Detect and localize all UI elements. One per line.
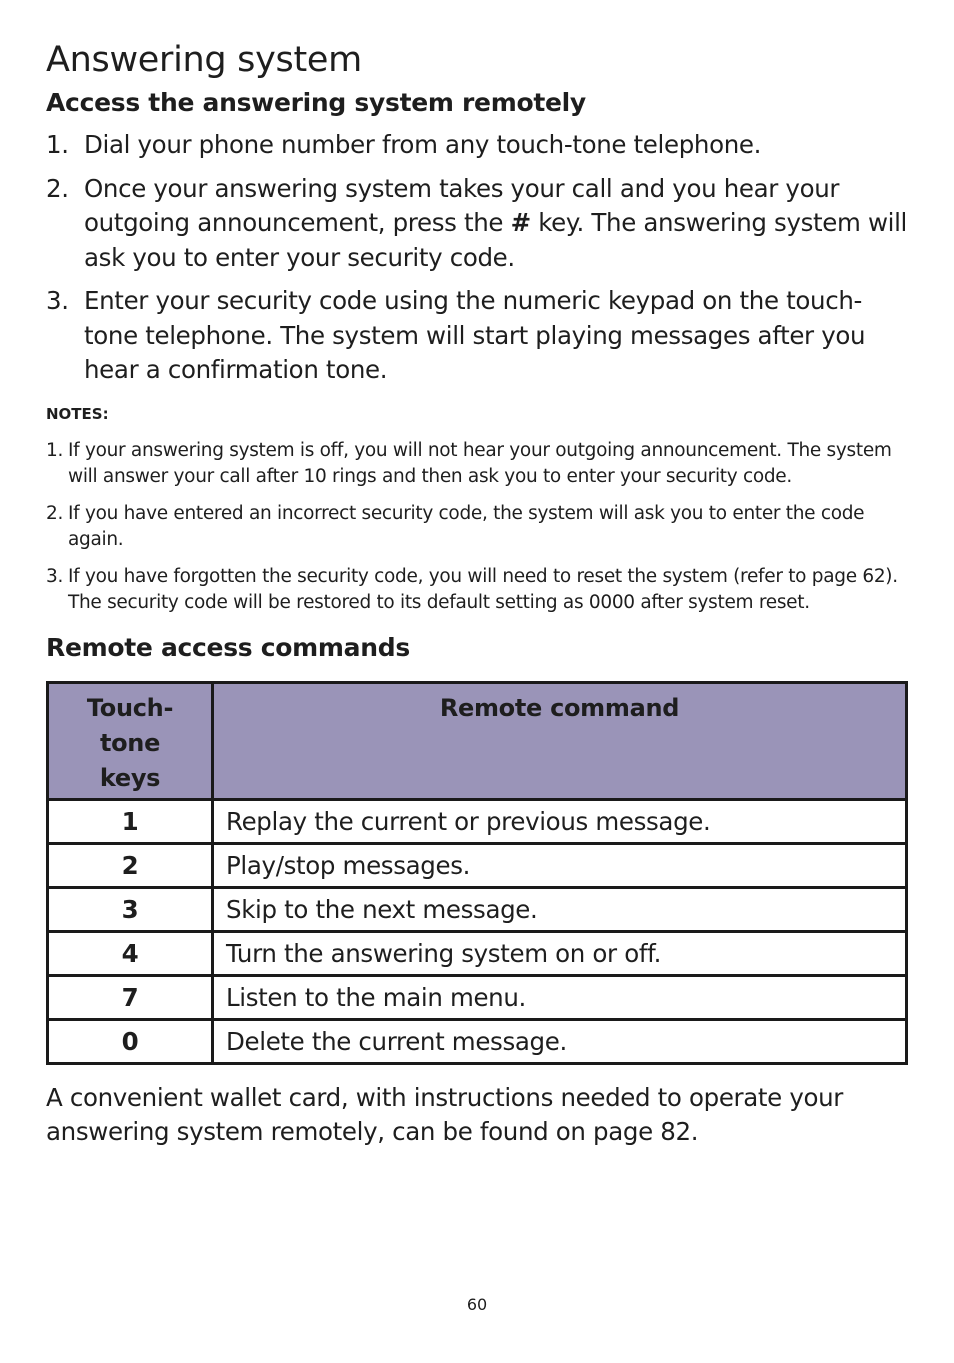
command-cell: Replay the current or previous message. <box>213 799 907 843</box>
steps-list <box>46 128 908 388</box>
note-text: If your answering system is off, you will not hear your outgoing announcement. The system will answer your call after 10 rings and then ask you to enter your security code. <box>68 439 892 487</box>
step-text-part: Once your answering system takes your call and you hear your outgoing announcement, press the <box>84 173 840 237</box>
command-cell: Skip to the next message. <box>213 887 907 931</box>
section-heading-remote-commands: Remote access commands <box>46 632 410 662</box>
column-header-command: Remote command <box>213 682 907 799</box>
step-item <box>46 128 908 163</box>
note-text: If you have entered an incorrect security code, the system will ask you to enter the code again. <box>68 502 865 550</box>
note-number: 1. <box>46 439 64 461</box>
note-item <box>46 564 908 617</box>
command-cell: Delete the current message. <box>213 1019 907 1063</box>
wallet-card-note: A convenient wallet card, with instructions needed to operate your answering system remotely, can be found on page 82. <box>46 1082 844 1146</box>
notes-list <box>46 438 908 617</box>
step-item <box>46 172 908 276</box>
section-heading-remote-access: Access the answering system remotely <box>46 88 586 117</box>
note-item <box>46 438 908 491</box>
table-row <box>48 799 907 843</box>
note-item <box>46 501 908 554</box>
step-text-part: key. The answering system will ask you to enter your security code. <box>84 208 908 272</box>
key-cell: 4 <box>48 931 213 975</box>
notes-label: NOTES: <box>46 404 109 423</box>
table-row <box>48 887 907 931</box>
command-cell: Turn the answering system on or off. <box>213 931 907 975</box>
key-cell: 1 <box>48 799 213 843</box>
note-text: If you have forgotten the security code, you will need to reset the system (refer to page 62). The security code will be restored to its default setting as 0000 after system reset. <box>68 565 898 613</box>
hash-key-label: # <box>510 208 531 237</box>
manual-page <box>46 38 908 1149</box>
remote-commands-table <box>46 681 908 1065</box>
table-row <box>48 1019 907 1063</box>
table-row <box>48 931 907 975</box>
key-cell: 2 <box>48 843 213 887</box>
key-cell: 3 <box>48 887 213 931</box>
note-number: 3. <box>46 565 64 587</box>
page-number: 60 <box>466 1295 488 1314</box>
step-number: 3. <box>46 286 69 315</box>
note-number: 2. <box>46 502 64 524</box>
page-title: Answering system <box>46 40 362 80</box>
column-header-keys <box>48 682 213 799</box>
step-text <box>84 172 908 276</box>
key-cell: 0 <box>48 1019 213 1063</box>
command-cell: Play/stop messages. <box>213 843 907 887</box>
command-cell: Listen to the main menu. <box>213 975 907 1019</box>
step-text: Dial your phone number from any touch-tone telephone. <box>84 130 762 159</box>
table-row <box>48 975 907 1019</box>
step-item <box>46 284 908 388</box>
step-number: 2. <box>46 173 69 203</box>
step-text: Enter your security code using the numeric keypad on the touch-tone telephone. The system will start playing messages after you hear a confirmation tone. <box>84 286 866 384</box>
table-header-row <box>48 682 907 799</box>
step-number: 1. <box>46 130 69 159</box>
table-row <box>48 843 907 887</box>
key-cell: 7 <box>48 975 213 1019</box>
column-header-keys-label: Touch-tone keys <box>86 693 174 792</box>
